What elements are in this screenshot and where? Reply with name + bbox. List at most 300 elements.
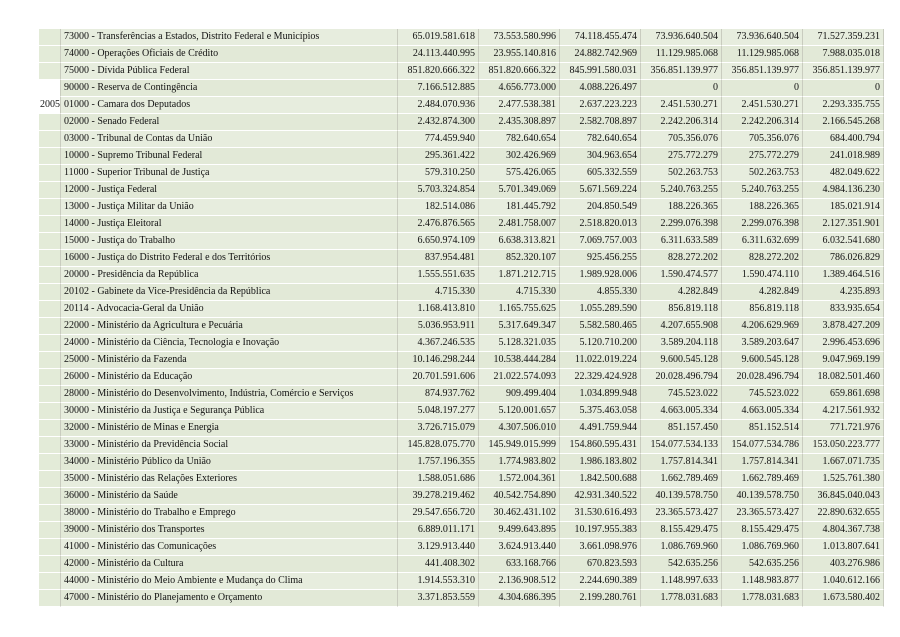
value-cell: 5.703.324.854 — [398, 182, 479, 199]
value-cell: 771.721.976 — [803, 420, 884, 437]
value-cell: 11.022.019.224 — [560, 352, 641, 369]
value-cell: 20.028.496.794 — [722, 369, 803, 386]
value-cell: 3.661.098.976 — [560, 539, 641, 556]
year-cell — [39, 199, 61, 216]
year-cell — [39, 165, 61, 182]
year-cell — [39, 284, 61, 301]
value-cell: 4.984.136.230 — [803, 182, 884, 199]
organ-name-cell: 20102 - Gabinete da Vice-Presidência da República — [61, 284, 398, 301]
value-cell: 275.772.279 — [641, 148, 722, 165]
year-cell — [39, 539, 61, 556]
value-cell: 542.635.256 — [641, 556, 722, 573]
value-cell: 4.304.686.395 — [479, 590, 560, 607]
year-cell — [39, 437, 61, 454]
value-cell: 2.582.708.897 — [560, 114, 641, 131]
value-cell: 4.088.226.497 — [560, 80, 641, 97]
value-cell: 73.553.580.996 — [479, 29, 560, 46]
value-cell: 1.673.580.402 — [803, 590, 884, 607]
year-cell — [39, 352, 61, 369]
value-cell: 9.600.545.128 — [722, 352, 803, 369]
value-cell: 4.307.506.010 — [479, 420, 560, 437]
value-cell: 4.715.330 — [398, 284, 479, 301]
organ-name-cell: 32000 - Ministério de Minas e Energia — [61, 420, 398, 437]
table-row — [39, 97, 884, 114]
value-cell: 5.240.763.255 — [722, 182, 803, 199]
value-cell: 2.476.876.565 — [398, 216, 479, 233]
value-cell: 1.588.051.686 — [398, 471, 479, 488]
year-cell — [39, 182, 61, 199]
value-cell: 1.055.289.590 — [560, 301, 641, 318]
value-cell: 1.148.983.877 — [722, 573, 803, 590]
table-row — [39, 471, 884, 488]
value-cell: 403.276.986 — [803, 556, 884, 573]
value-cell: 154.860.595.431 — [560, 437, 641, 454]
table-row — [39, 80, 884, 97]
value-cell: 23.365.573.427 — [722, 505, 803, 522]
table-row — [39, 505, 884, 522]
value-cell: 71.527.359.231 — [803, 29, 884, 46]
value-cell: 1.662.789.469 — [722, 471, 803, 488]
value-cell: 2.299.076.398 — [722, 216, 803, 233]
value-cell: 29.547.656.720 — [398, 505, 479, 522]
value-cell: 1.034.899.948 — [560, 386, 641, 403]
value-cell: 24.113.440.995 — [398, 46, 479, 63]
value-cell: 828.272.202 — [722, 250, 803, 267]
value-cell: 4.715.330 — [479, 284, 560, 301]
table-row — [39, 233, 884, 250]
value-cell: 154.077.534.133 — [641, 437, 722, 454]
value-cell: 1.778.031.683 — [641, 590, 722, 607]
value-cell: 925.456.255 — [560, 250, 641, 267]
value-cell: 10.538.444.284 — [479, 352, 560, 369]
value-cell: 188.226.365 — [641, 199, 722, 216]
value-cell: 65.019.581.618 — [398, 29, 479, 46]
value-cell: 0 — [641, 80, 722, 97]
value-cell: 2.996.453.696 — [803, 335, 884, 352]
value-cell: 8.155.429.475 — [722, 522, 803, 539]
table-row — [39, 556, 884, 573]
value-cell: 5.317.649.347 — [479, 318, 560, 335]
value-cell: 5.120.001.657 — [479, 403, 560, 420]
value-cell: 2.481.758.007 — [479, 216, 560, 233]
value-cell: 3.624.913.440 — [479, 539, 560, 556]
table-row — [39, 114, 884, 131]
value-cell: 7.069.757.003 — [560, 233, 641, 250]
organ-name-cell: 42000 - Ministério da Cultura — [61, 556, 398, 573]
year-cell — [39, 556, 61, 573]
organ-name-cell: 25000 - Ministério da Fazenda — [61, 352, 398, 369]
table-row — [39, 216, 884, 233]
value-cell: 0 — [803, 80, 884, 97]
value-cell: 10.146.298.244 — [398, 352, 479, 369]
value-cell: 4.282.849 — [722, 284, 803, 301]
year-cell — [39, 63, 61, 80]
value-cell: 4.206.629.969 — [722, 318, 803, 335]
value-cell: 684.400.794 — [803, 131, 884, 148]
organ-name-cell: 12000 - Justiça Federal — [61, 182, 398, 199]
value-cell: 856.819.118 — [722, 301, 803, 318]
value-cell: 145.949.015.999 — [479, 437, 560, 454]
value-cell: 1.662.789.469 — [641, 471, 722, 488]
value-cell: 705.356.076 — [641, 131, 722, 148]
table-row — [39, 284, 884, 301]
table-row — [39, 63, 884, 80]
value-cell: 633.168.766 — [479, 556, 560, 573]
value-cell: 1.842.500.688 — [560, 471, 641, 488]
value-cell: 295.361.422 — [398, 148, 479, 165]
year-cell — [39, 522, 61, 539]
value-cell: 356.851.139.977 — [803, 63, 884, 80]
organ-name-cell: 15000 - Justiça do Trabalho — [61, 233, 398, 250]
budget-table — [39, 29, 884, 607]
table-row — [39, 267, 884, 284]
table-row — [39, 131, 884, 148]
value-cell: 73.936.640.504 — [722, 29, 803, 46]
value-cell: 3.726.715.079 — [398, 420, 479, 437]
table-row — [39, 335, 884, 352]
value-cell: 10.197.955.383 — [560, 522, 641, 539]
year-cell — [39, 301, 61, 318]
value-cell: 851.820.666.322 — [479, 63, 560, 80]
value-cell: 1.774.983.802 — [479, 454, 560, 471]
value-cell: 304.963.654 — [560, 148, 641, 165]
organ-name-cell: 10000 - Supremo Tribunal Federal — [61, 148, 398, 165]
year-cell — [39, 488, 61, 505]
value-cell: 5.048.197.277 — [398, 403, 479, 420]
value-cell: 4.367.246.535 — [398, 335, 479, 352]
organ-name-cell: 20000 - Presidência da República — [61, 267, 398, 284]
value-cell: 782.640.654 — [479, 131, 560, 148]
value-cell: 185.021.914 — [803, 199, 884, 216]
organ-name-cell: 44000 - Ministério do Meio Ambiente e Mudança do Clima — [61, 573, 398, 590]
value-cell: 5.375.463.058 — [560, 403, 641, 420]
table-row — [39, 420, 884, 437]
organ-name-cell: 33000 - Ministério da Previdência Social — [61, 437, 398, 454]
organ-name-cell: 16000 - Justiça do Distrito Federal e dos Territórios — [61, 250, 398, 267]
value-cell: 579.310.250 — [398, 165, 479, 182]
value-cell: 1.168.413.810 — [398, 301, 479, 318]
value-cell: 2.244.690.389 — [560, 573, 641, 590]
year-cell — [39, 216, 61, 233]
value-cell: 30.462.431.102 — [479, 505, 560, 522]
organ-name-cell: 14000 - Justiça Eleitoral — [61, 216, 398, 233]
value-cell: 2.518.820.013 — [560, 216, 641, 233]
year-cell — [39, 148, 61, 165]
value-cell: 1.757.814.341 — [722, 454, 803, 471]
value-cell: 502.263.753 — [722, 165, 803, 182]
organ-name-cell: 24000 - Ministério da Ciência, Tecnologia e Inovação — [61, 335, 398, 352]
year-cell — [39, 420, 61, 437]
value-cell: 20.701.591.606 — [398, 369, 479, 386]
value-cell: 2.451.530.271 — [722, 97, 803, 114]
value-cell: 40.542.754.890 — [479, 488, 560, 505]
value-cell: 154.077.534.786 — [722, 437, 803, 454]
year-cell — [39, 267, 61, 284]
value-cell: 1.013.807.641 — [803, 539, 884, 556]
value-cell: 5.671.569.224 — [560, 182, 641, 199]
value-cell: 4.656.773.000 — [479, 80, 560, 97]
table-row — [39, 573, 884, 590]
organ-name-cell: 47000 - Ministério do Planejamento e Orçamento — [61, 590, 398, 607]
value-cell: 7.988.035.018 — [803, 46, 884, 63]
value-cell: 3.589.203.647 — [722, 335, 803, 352]
value-cell: 302.426.969 — [479, 148, 560, 165]
table-row — [39, 165, 884, 182]
value-cell: 851.157.450 — [641, 420, 722, 437]
year-cell — [39, 131, 61, 148]
year-cell — [39, 318, 61, 335]
value-cell: 73.936.640.504 — [641, 29, 722, 46]
value-cell: 188.226.365 — [722, 199, 803, 216]
value-cell: 1.667.071.735 — [803, 454, 884, 471]
value-cell: 5.036.953.911 — [398, 318, 479, 335]
organ-name-cell: 74000 - Operações Oficiais de Crédito — [61, 46, 398, 63]
value-cell: 40.139.578.750 — [722, 488, 803, 505]
organ-name-cell: 28000 - Ministério do Desenvolvimento, Indústria, Comércio e Serviços — [61, 386, 398, 403]
value-cell: 2.299.076.398 — [641, 216, 722, 233]
table-row — [39, 539, 884, 556]
value-cell: 482.049.622 — [803, 165, 884, 182]
value-cell: 4.282.849 — [641, 284, 722, 301]
value-cell: 2.199.280.761 — [560, 590, 641, 607]
value-cell: 2.166.545.268 — [803, 114, 884, 131]
organ-name-cell: 34000 - Ministério Público da União — [61, 454, 398, 471]
year-cell — [39, 471, 61, 488]
value-cell: 833.935.654 — [803, 301, 884, 318]
value-cell: 1.086.769.960 — [722, 539, 803, 556]
value-cell: 3.878.427.209 — [803, 318, 884, 335]
table-row — [39, 46, 884, 63]
value-cell: 837.954.481 — [398, 250, 479, 267]
year-cell — [39, 335, 61, 352]
value-cell: 6.311.633.589 — [641, 233, 722, 250]
table-row — [39, 590, 884, 607]
value-cell: 2.484.070.936 — [398, 97, 479, 114]
value-cell: 851.820.666.322 — [398, 63, 479, 80]
table-row — [39, 29, 884, 46]
organ-name-cell: 11000 - Superior Tribunal de Justiça — [61, 165, 398, 182]
value-cell: 356.851.139.977 — [722, 63, 803, 80]
value-cell: 4.207.655.908 — [641, 318, 722, 335]
value-cell: 23.955.140.816 — [479, 46, 560, 63]
value-cell: 9.047.969.199 — [803, 352, 884, 369]
value-cell: 1.148.997.633 — [641, 573, 722, 590]
table-row — [39, 250, 884, 267]
value-cell: 2.637.223.223 — [560, 97, 641, 114]
value-cell: 11.129.985.068 — [722, 46, 803, 63]
organ-name-cell: 22000 - Ministério da Agricultura e Pecuária — [61, 318, 398, 335]
year-cell — [39, 454, 61, 471]
table-row — [39, 318, 884, 335]
value-cell: 2.432.874.300 — [398, 114, 479, 131]
year-cell — [39, 590, 61, 607]
value-cell: 605.332.559 — [560, 165, 641, 182]
organ-name-cell: 90000 - Reserva de Contingência — [61, 80, 398, 97]
value-cell: 874.937.762 — [398, 386, 479, 403]
value-cell: 4.663.005.334 — [641, 403, 722, 420]
value-cell: 502.263.753 — [641, 165, 722, 182]
value-cell: 1.389.464.516 — [803, 267, 884, 284]
value-cell: 42.931.340.522 — [560, 488, 641, 505]
year-cell — [39, 29, 61, 46]
value-cell: 9.499.643.895 — [479, 522, 560, 539]
organ-name-cell: 20114 - Advocacia-Geral da União — [61, 301, 398, 318]
value-cell: 659.861.698 — [803, 386, 884, 403]
organ-name-cell: 13000 - Justiça Militar da União — [61, 199, 398, 216]
value-cell: 4.804.367.738 — [803, 522, 884, 539]
value-cell: 1.590.474.110 — [722, 267, 803, 284]
organ-name-cell: 35000 - Ministério das Relações Exteriores — [61, 471, 398, 488]
organ-name-cell: 36000 - Ministério da Saúde — [61, 488, 398, 505]
table-row — [39, 386, 884, 403]
value-cell: 1.986.183.802 — [560, 454, 641, 471]
value-cell: 705.356.076 — [722, 131, 803, 148]
table-row — [39, 437, 884, 454]
year-cell — [39, 233, 61, 250]
year-cell — [39, 386, 61, 403]
table-row — [39, 522, 884, 539]
value-cell: 22.329.424.928 — [560, 369, 641, 386]
value-cell: 1.086.769.960 — [641, 539, 722, 556]
year-cell — [39, 80, 61, 97]
value-cell: 6.311.632.699 — [722, 233, 803, 250]
organ-name-cell: 39000 - Ministério dos Transportes — [61, 522, 398, 539]
value-cell: 3.589.204.118 — [641, 335, 722, 352]
value-cell: 786.026.829 — [803, 250, 884, 267]
value-cell: 24.882.742.969 — [560, 46, 641, 63]
value-cell: 845.991.580.031 — [560, 63, 641, 80]
value-cell: 2.293.335.755 — [803, 97, 884, 114]
value-cell: 851.152.514 — [722, 420, 803, 437]
value-cell: 745.523.022 — [722, 386, 803, 403]
value-cell: 745.523.022 — [641, 386, 722, 403]
value-cell: 39.278.219.462 — [398, 488, 479, 505]
organ-name-cell: 01000 - Camara dos Deputados — [61, 97, 398, 114]
value-cell: 670.823.593 — [560, 556, 641, 573]
value-cell: 1.525.761.380 — [803, 471, 884, 488]
table-row — [39, 301, 884, 318]
value-cell: 4.855.330 — [560, 284, 641, 301]
year-cell — [39, 573, 61, 590]
year-cell — [39, 46, 61, 63]
value-cell: 2.435.308.897 — [479, 114, 560, 131]
table-row — [39, 454, 884, 471]
value-cell: 1.871.212.715 — [479, 267, 560, 284]
year-cell: 2005 — [39, 97, 61, 114]
value-cell: 2.136.908.512 — [479, 573, 560, 590]
value-cell: 4.235.893 — [803, 284, 884, 301]
value-cell: 1.590.474.577 — [641, 267, 722, 284]
year-cell — [39, 403, 61, 420]
value-cell: 20.028.496.794 — [641, 369, 722, 386]
value-cell: 5.120.710.200 — [560, 335, 641, 352]
value-cell: 1.572.004.361 — [479, 471, 560, 488]
value-cell: 5.240.763.255 — [641, 182, 722, 199]
organ-name-cell: 38000 - Ministério do Trabalho e Emprego — [61, 505, 398, 522]
value-cell: 7.166.512.885 — [398, 80, 479, 97]
year-cell — [39, 369, 61, 386]
value-cell: 909.499.404 — [479, 386, 560, 403]
value-cell: 575.426.065 — [479, 165, 560, 182]
value-cell: 4.663.005.334 — [722, 403, 803, 420]
value-cell: 182.514.086 — [398, 199, 479, 216]
value-cell: 31.530.616.493 — [560, 505, 641, 522]
value-cell: 542.635.256 — [722, 556, 803, 573]
value-cell: 2.451.530.271 — [641, 97, 722, 114]
value-cell: 5.582.580.465 — [560, 318, 641, 335]
table-row — [39, 403, 884, 420]
value-cell: 6.650.974.109 — [398, 233, 479, 250]
value-cell: 2.242.206.314 — [641, 114, 722, 131]
value-cell: 1.040.612.166 — [803, 573, 884, 590]
organ-name-cell: 02000 - Senado Federal — [61, 114, 398, 131]
table-row — [39, 182, 884, 199]
year-cell — [39, 114, 61, 131]
value-cell: 1.914.553.310 — [398, 573, 479, 590]
organ-name-cell: 75000 - Dívida Pública Federal — [61, 63, 398, 80]
table-body — [39, 29, 884, 607]
value-cell: 6.889.011.171 — [398, 522, 479, 539]
value-cell: 2.242.206.314 — [722, 114, 803, 131]
value-cell: 774.459.940 — [398, 131, 479, 148]
value-cell: 18.082.501.460 — [803, 369, 884, 386]
value-cell: 4.217.561.932 — [803, 403, 884, 420]
organ-name-cell: 03000 - Tribunal de Contas da União — [61, 131, 398, 148]
value-cell: 852.320.107 — [479, 250, 560, 267]
value-cell: 36.845.040.043 — [803, 488, 884, 505]
value-cell: 1.757.814.341 — [641, 454, 722, 471]
value-cell: 9.600.545.128 — [641, 352, 722, 369]
value-cell: 3.371.853.559 — [398, 590, 479, 607]
organ-name-cell: 41000 - Ministério das Comunicações — [61, 539, 398, 556]
value-cell: 782.640.654 — [560, 131, 641, 148]
value-cell: 828.272.202 — [641, 250, 722, 267]
value-cell: 3.129.913.440 — [398, 539, 479, 556]
value-cell: 5.701.349.069 — [479, 182, 560, 199]
value-cell: 5.128.321.035 — [479, 335, 560, 352]
value-cell: 21.022.574.093 — [479, 369, 560, 386]
value-cell: 40.139.578.750 — [641, 488, 722, 505]
value-cell: 2.477.538.381 — [479, 97, 560, 114]
value-cell: 441.408.302 — [398, 556, 479, 573]
value-cell: 1.555.551.635 — [398, 267, 479, 284]
organ-name-cell: 73000 - Transferências a Estados, Distrito Federal e Municípios — [61, 29, 398, 46]
table-row — [39, 488, 884, 505]
year-cell — [39, 505, 61, 522]
value-cell: 1.778.031.683 — [722, 590, 803, 607]
value-cell: 11.129.985.068 — [641, 46, 722, 63]
table-row — [39, 199, 884, 216]
value-cell: 74.118.455.474 — [560, 29, 641, 46]
value-cell: 1.165.755.625 — [479, 301, 560, 318]
value-cell: 275.772.279 — [722, 148, 803, 165]
year-cell — [39, 250, 61, 267]
organ-name-cell: 30000 - Ministério da Justiça e Segurança Pública — [61, 403, 398, 420]
value-cell: 0 — [722, 80, 803, 97]
value-cell: 22.890.632.655 — [803, 505, 884, 522]
value-cell: 856.819.118 — [641, 301, 722, 318]
value-cell: 1.989.928.006 — [560, 267, 641, 284]
table-row — [39, 148, 884, 165]
value-cell: 241.018.989 — [803, 148, 884, 165]
value-cell: 23.365.573.427 — [641, 505, 722, 522]
value-cell: 8.155.429.475 — [641, 522, 722, 539]
value-cell: 6.032.541.680 — [803, 233, 884, 250]
value-cell: 181.445.792 — [479, 199, 560, 216]
value-cell: 2.127.351.901 — [803, 216, 884, 233]
table-row — [39, 369, 884, 386]
table-row — [39, 352, 884, 369]
